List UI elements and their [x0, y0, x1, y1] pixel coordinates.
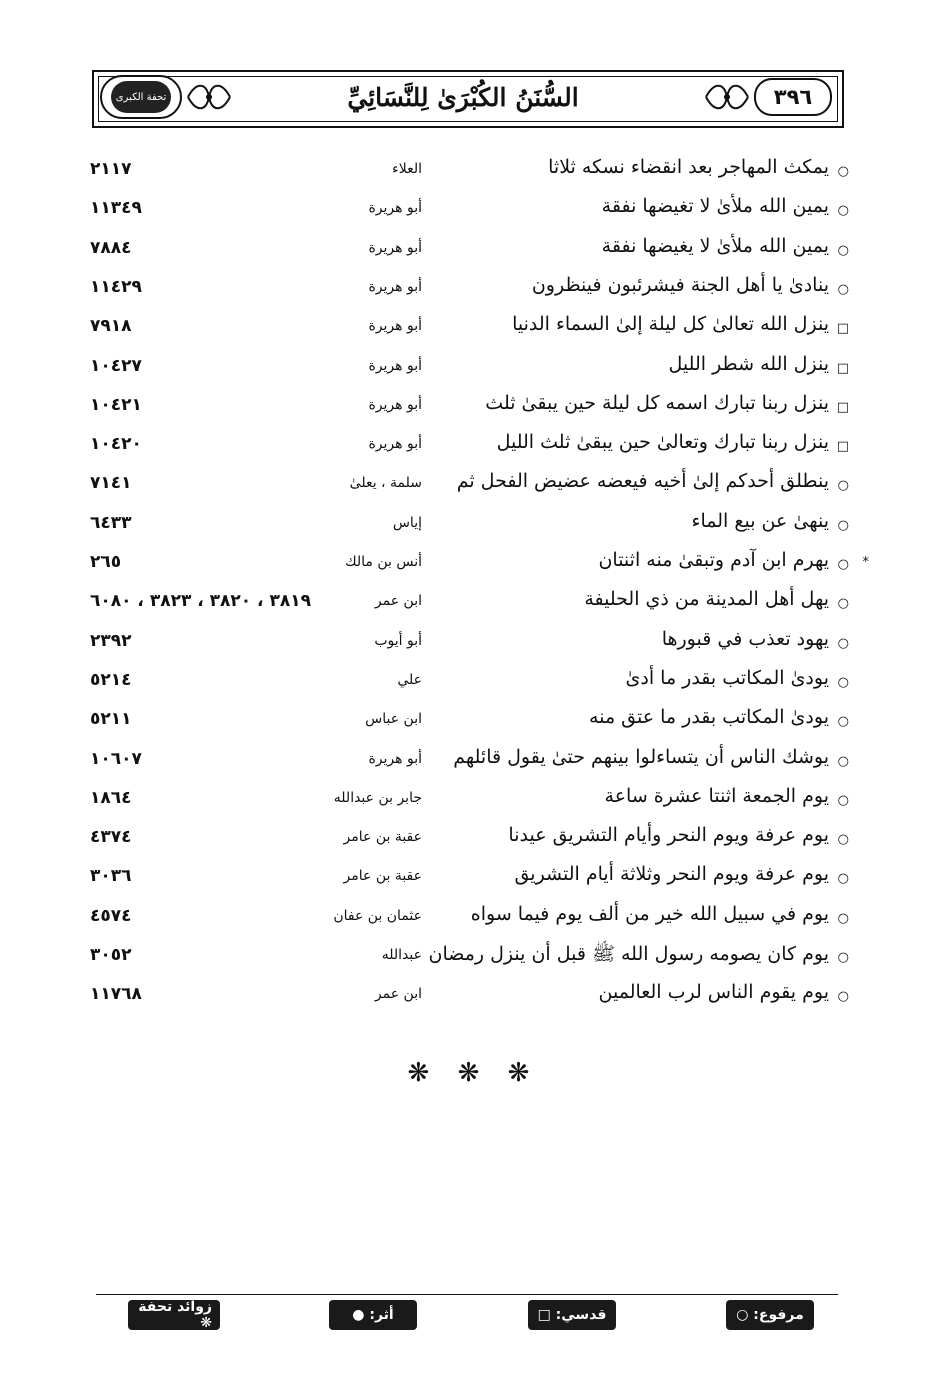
index-row: [0, 584, 947, 624]
index-row: [0, 506, 947, 546]
marfu-circle-icon: ○: [837, 753, 849, 769]
marfu-circle-icon: ○: [837, 910, 849, 926]
index-row: [0, 191, 947, 231]
hadith-text: ينهىٰ عن بيع الماء: [691, 509, 829, 532]
marfu-circle-icon: ○: [837, 635, 849, 651]
hadith-number: ١٠٤٢٠: [90, 434, 142, 455]
marfu-circle-icon: ○: [837, 203, 849, 219]
index-row: [0, 742, 947, 782]
hadith-text: يهرم ابن آدم وتبقىٰ منه اثنتان: [598, 549, 829, 571]
hadith-text: يهل أهل المدينة من ذي الحليفة: [584, 588, 829, 611]
section-separator: ❋ ❋ ❋: [407, 1058, 540, 1088]
narrator-name: ابن عباس: [365, 711, 422, 728]
index-row: [0, 309, 947, 349]
legend-zawaid: زوائد تحفة ❋: [128, 1300, 220, 1330]
hadith-number: ١١٤٢٩: [90, 276, 142, 297]
hadith-number: ٣٨١٩ ، ٣٨٢٠ ، ٣٨٢٣ ، ٦٠٨٠: [90, 591, 311, 612]
hadith-text: ينزل ربنا تبارك وتعالىٰ حين يبقىٰ ثلث الليل: [496, 431, 829, 454]
hadith-text: يوم عرفة ويوم النحر وأيام التشريق عيدنا: [508, 824, 829, 847]
hadith-text: يمين الله ملأىٰ لا تغيضها نفقة: [601, 195, 829, 218]
hadith-text: يودىٰ المكاتب بقدر ما عتق منه: [589, 706, 829, 729]
narrator-name: أبو هريرة: [368, 436, 422, 453]
hadith-number: ٢٣٩٢: [90, 630, 132, 651]
hadith-text: يوشك الناس أن يتساءلوا بينهم حتىٰ يقول قائلهم: [453, 745, 829, 768]
page-header: [92, 70, 844, 128]
zawaid-star-icon: *: [862, 555, 869, 570]
marfu-circle-icon: ○: [837, 517, 849, 533]
emblem-calligraphy: تحفة الكبرى: [111, 81, 171, 113]
book-emblem: [100, 75, 182, 119]
index-row: [0, 466, 947, 506]
marfu-circle-icon: ○: [837, 714, 849, 730]
hadith-number: ١٠٦٠٧: [90, 748, 142, 769]
hadith-number: ٣٠٥٢: [90, 945, 132, 965]
hadith-number: ٦٤٣٣: [90, 512, 132, 533]
index-row: [0, 663, 947, 703]
hadith-number: ٢٦٥: [90, 552, 122, 572]
hadith-text: ينزل الله تعالىٰ كل ليلة إلىٰ السماء الدنيا: [512, 313, 829, 336]
narrator-name: علي: [397, 671, 422, 688]
marfu-circle-icon: ○: [837, 478, 849, 494]
hadith-text: يمين الله ملأىٰ لا يغيضها نفقة: [601, 234, 829, 257]
hadith-number: ٧٨٨٤: [90, 237, 132, 258]
hadith-number: ٥٢١١: [90, 709, 132, 730]
marfu-circle-icon: ○: [837, 164, 849, 179]
marfu-circle-icon: ○: [837, 596, 849, 612]
index-row: [0, 624, 947, 664]
narrator-name: أبو أيوب: [374, 632, 422, 649]
narrator-name: أبو هريرة: [368, 396, 422, 413]
index-row: [0, 349, 947, 389]
legend-qudsi: قدسي: □: [528, 1300, 616, 1330]
hadith-text: ينادىٰ يا أهل الجنة فيشرئبون فينظرون: [531, 273, 829, 296]
index-row: [0, 859, 947, 899]
hadith-number: ٤٣٧٤: [90, 827, 132, 848]
index-row: [0, 702, 947, 742]
qudsi-square-icon: □: [836, 399, 849, 415]
qudsi-square-icon: □: [836, 439, 849, 455]
index-row: [0, 938, 947, 978]
index-row: [0, 820, 947, 860]
marfu-circle-icon: ○: [837, 871, 849, 887]
hadith-text: ينطلق أحدكم إلىٰ أخيه فيعضه عضيض الفحل ثم: [456, 470, 829, 493]
index-row: [0, 152, 947, 192]
narrator-name: ابن عمر: [374, 986, 422, 1003]
marfu-circle-icon: ○: [837, 950, 849, 965]
narrator-name: عقبة بن عامر: [343, 868, 422, 885]
narrator-name: عقبة بن عامر: [343, 829, 422, 846]
marfu-circle-icon: ○: [837, 832, 849, 848]
hadith-number: ١٠٤٢٧: [90, 355, 142, 376]
narrator-name: أبو هريرة: [368, 200, 422, 217]
index-row: [0, 388, 947, 428]
narrator-name: إياس: [392, 514, 422, 531]
qudsi-square-icon: □: [836, 321, 849, 337]
hadith-number: ١٠٤٢١: [90, 394, 142, 415]
hadith-number: ٥٢١٤: [90, 669, 132, 690]
marfu-circle-icon: ○: [837, 557, 849, 572]
hadith-text: يوم كان يصومه رسول الله ﷺ قبل أن ينزل رمضان: [428, 943, 829, 965]
book-title: السُّنَنُ الكُبْرَىٰ لِلنَّسَائِيِّ: [347, 82, 579, 112]
hadith-text: يوم في سبيل الله خير من ألف يوم فيما سواه: [470, 902, 829, 925]
narrator-name: أبو هريرة: [368, 239, 422, 256]
narrator-name: جابر بن عبدالله: [333, 789, 422, 806]
ornament-left-icon: [186, 78, 232, 116]
hadith-number: ٣٠٣٦: [90, 866, 132, 887]
hadith-text: يوم يقوم الناس لرب العالمين: [598, 981, 829, 1004]
hadith-number: ٧٩١٨: [90, 316, 132, 337]
legend-marfu: مرفوع: ○: [726, 1300, 814, 1330]
narrator-name: عثمان بن عفان: [333, 907, 422, 924]
index-row: [0, 977, 947, 1017]
index-row: [0, 781, 947, 821]
narrator-name: ابن عمر: [374, 593, 422, 610]
legend-athar: أثر: ●: [329, 1300, 417, 1330]
hadith-number: ١١٣٤٩: [90, 198, 142, 219]
narrator-name: أبو هريرة: [368, 318, 422, 335]
ornament-right-icon: [704, 78, 750, 116]
page-number: ٣٩٦: [754, 78, 832, 116]
index-row: [0, 899, 947, 939]
narrator-name: أبو هريرة: [368, 750, 422, 767]
footer-divider: [96, 1294, 838, 1295]
index-row: [0, 231, 947, 271]
index-row: [0, 270, 947, 310]
hadith-text: يمكث المهاجر بعد انقضاء نسكه ثلاثا: [548, 156, 829, 178]
marfu-circle-icon: ○: [837, 989, 849, 1005]
index-row: [0, 427, 947, 467]
marfu-circle-icon: ○: [837, 674, 849, 690]
narrator-name: عبدالله: [381, 947, 422, 963]
index-row: [0, 545, 947, 585]
hadith-number: ٢١١٧: [90, 159, 132, 179]
hadith-text: يوم عرفة ويوم النحر وثلاثة أيام التشريق: [514, 863, 829, 886]
qudsi-square-icon: □: [836, 360, 849, 376]
hadith-number: ١١٧٦٨: [90, 984, 142, 1005]
hadith-number: ٤٥٧٤: [90, 905, 132, 926]
marfu-circle-icon: ○: [837, 792, 849, 808]
hadith-text: يوم الجمعة اثنتا عشرة ساعة: [604, 784, 829, 807]
hadith-text: ينزل الله شطر الليل: [668, 352, 829, 375]
hadith-number: ١٨٦٤: [90, 787, 132, 808]
narrator-name: أنس بن مالك: [345, 554, 422, 570]
narrator-name: أبو هريرة: [368, 278, 422, 295]
marfu-circle-icon: ○: [837, 281, 849, 297]
marfu-circle-icon: ○: [837, 242, 849, 258]
narrator-name: سلمة ، يعلىٰ: [349, 475, 422, 492]
hadith-text: يهود تعذب في قبورها: [661, 627, 829, 650]
hadith-text: ينزل ربنا تبارك اسمه كل ليلة حين يبقىٰ ثلث: [485, 391, 829, 414]
narrator-name: أبو هريرة: [368, 357, 422, 374]
hadith-number: ٧١٤١: [90, 473, 132, 494]
narrator-name: العلاء: [392, 161, 422, 177]
hadith-text: يودىٰ المكاتب بقدر ما أدىٰ: [625, 666, 829, 689]
